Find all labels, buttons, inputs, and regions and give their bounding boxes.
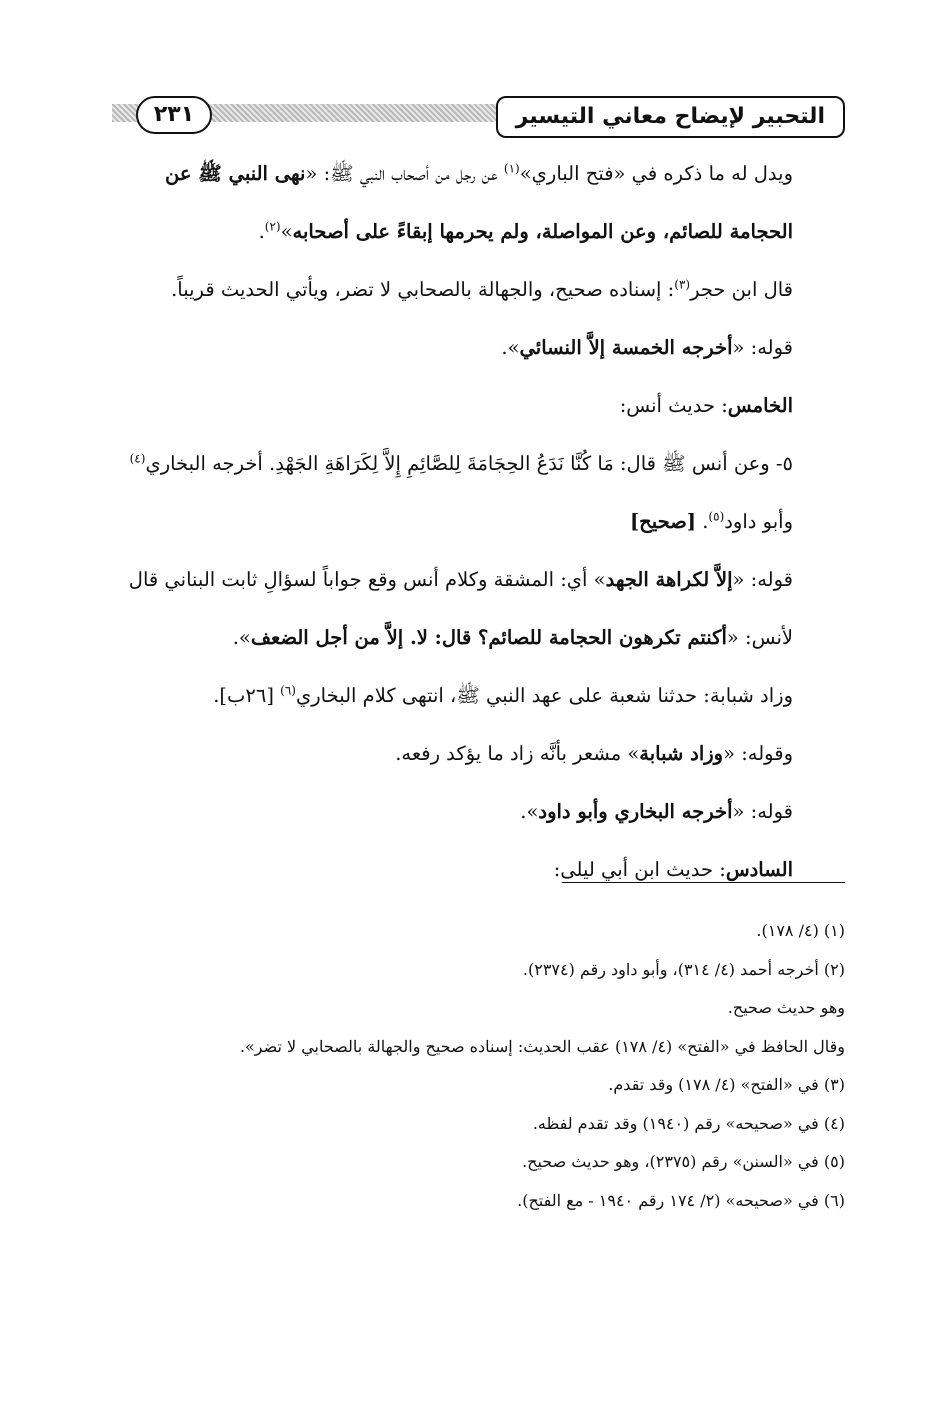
paragraph-8 xyxy=(112,725,845,783)
section-heading: الخامس xyxy=(727,394,793,417)
text: . xyxy=(696,510,709,533)
text: ويدل له ما ذكره في «فتح الباري» xyxy=(519,162,793,185)
quoted-phrase: أكنتم تكرهون الحجامة للصائم؟ قال: لا. إلاَّ من أجل الضعف xyxy=(250,626,727,649)
footnote: (٦) في «صحيحه» (٢/ ١٧٤ رقم ١٩٤٠ - مع الفتح). xyxy=(517,1190,845,1210)
footnote: وقال الحافظ في «الفتح» (٤/ ١٧٨) عقب الحديث: إسناده صحيح والجهالة بالصحابي لا تضر». xyxy=(239,1036,845,1056)
text: ». xyxy=(232,626,251,649)
text: » مشعر بأنَّه زاد ما يؤكد رفعه. xyxy=(395,742,640,765)
paragraph-4 xyxy=(112,377,845,435)
text: قوله: « xyxy=(732,336,793,359)
footnote: (٣) في «الفتح» (٤/ ١٧٨) وقد تقدم. xyxy=(608,1075,845,1094)
paragraph-6 xyxy=(112,551,845,667)
section-heading: السادس xyxy=(725,858,793,881)
text: قال ابن حجر xyxy=(690,278,793,301)
text: عن رجل من أصحاب النبي ﷺ: « xyxy=(305,162,504,185)
text: . xyxy=(258,220,265,243)
hadith-quote: نهى النبي ﷺ عن الحجامة للصائم، وعن المواصلة، ولم يحرمها إبقاءً على أصحابه xyxy=(164,162,793,243)
hadith-text: ٥- وعن أنس ﷺ قال: مَا كُنَّا نَدَعُ الحِجَامَةَ لِلصَّائِمِ إِلاَّ لِكَرَاهَةِ الجَهْدِ. أخرجه البخاري xyxy=(145,452,793,475)
book-title: التحبير لإيضاح معاني التيسير xyxy=(496,96,845,138)
quoted-phrase: أخرجه الخمسة إلاَّ النسائي xyxy=(519,336,733,359)
text: وأبو داود xyxy=(724,510,793,533)
text: : حديث أنس: xyxy=(619,394,728,417)
text: : حديث ابن أبي ليلى: xyxy=(553,858,726,881)
footnote-ref: (٦) xyxy=(280,683,296,698)
page-number: ٢٣١ xyxy=(136,96,212,134)
paragraph-9 xyxy=(112,783,845,841)
text: ». xyxy=(501,336,520,359)
footnote-ref: (٥) xyxy=(708,509,725,524)
paragraph-5-hadith xyxy=(112,435,845,551)
text: : إسناده صحيح، والجهالة بالصحابي لا تضر، ويأتي الحديث قريباً. xyxy=(171,278,675,301)
footnote: وهو حديث صحيح. xyxy=(727,998,845,1017)
footnote-ref: (٤) xyxy=(129,451,146,466)
footnote: (٢) أخرجه أحمد (٤/ ٣١٤)، وأبو داود رقم (٢٣٧٤). xyxy=(522,959,845,979)
text: قوله: « xyxy=(732,800,793,823)
footnote-ref: (٣) xyxy=(674,277,691,292)
text: » xyxy=(280,220,293,243)
footnote-ref: (٢) xyxy=(264,219,281,234)
footnote: (٥) في «السنن» رقم (٢٣٧٥)، وهو حديث صحيح. xyxy=(522,1152,845,1171)
text: [٢٦ب]. xyxy=(213,684,281,707)
footnote: (٤) في «صحيحه» رقم (١٩٤٠) وقد تقدم لفظه. xyxy=(532,1113,845,1133)
paragraph-3 xyxy=(112,319,845,377)
quoted-phrase: وزاد شبابة xyxy=(639,742,724,765)
footnote-ref: (١) xyxy=(503,161,520,176)
paragraph-7 xyxy=(112,667,845,725)
text: ». xyxy=(520,800,539,823)
quoted-phrase: أخرجه البخاري وأبو داود xyxy=(538,800,733,823)
text: » أي: المشقة وكلام أنس وقع جواباً لسؤالِ ثابت البناني قال لأنس: « xyxy=(128,568,793,649)
quoted-phrase: إلاَّ لكراهة الجهد xyxy=(605,568,733,591)
hadith-grade: [صحيح] xyxy=(629,510,697,533)
running-header xyxy=(112,96,845,136)
footnotes xyxy=(112,912,845,1220)
paragraph-10 xyxy=(112,841,845,899)
footnote-separator xyxy=(562,882,845,883)
paragraph-1 xyxy=(112,145,845,261)
text: وزاد شبابة: حدثنا شعبة على عهد النبي ﷺ، انتهى كلام البخاري xyxy=(295,684,793,707)
main-text xyxy=(112,145,845,899)
text: قوله: « xyxy=(732,568,793,591)
footnote: (١) (٤/ ١٧٨). xyxy=(756,921,845,940)
paragraph-2 xyxy=(112,261,845,319)
text: وقوله: « xyxy=(723,742,793,765)
